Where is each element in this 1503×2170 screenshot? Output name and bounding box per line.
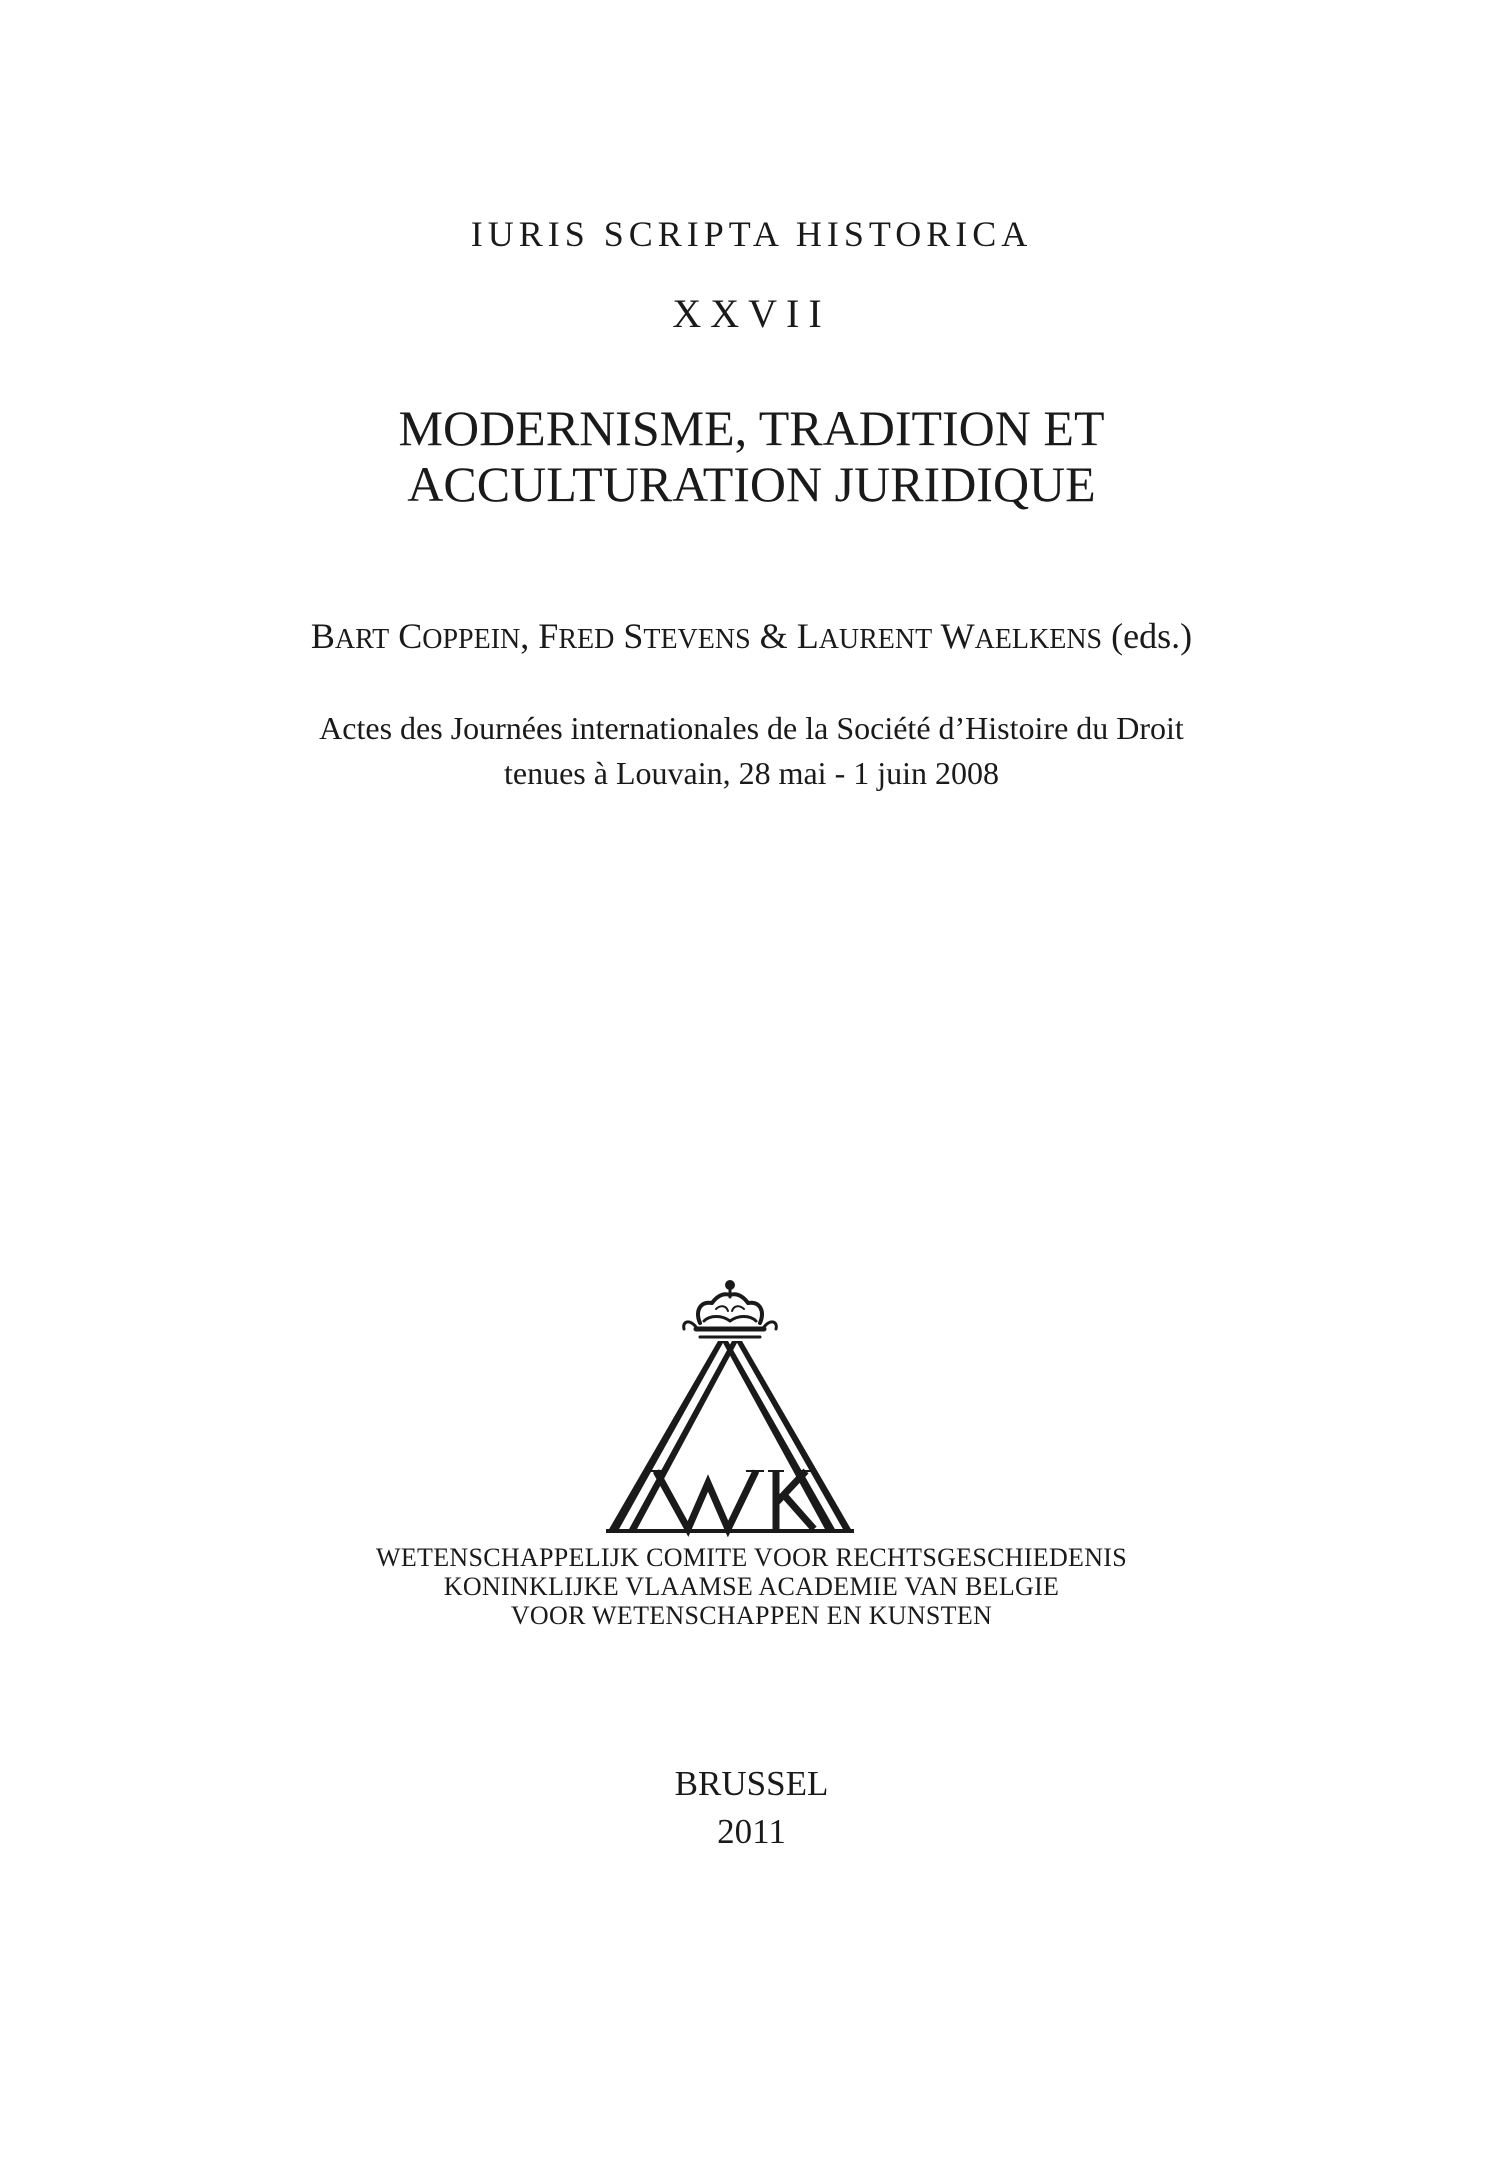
editor-3: LAURENT WAELKENS (796, 616, 1103, 656)
committee-line-3: VOOR WETENSCHAPPEN EN KUNSTEN (510, 1601, 993, 1630)
imprint-city: BRUSSEL (674, 1764, 829, 1803)
series-name: IURIS SCRIPTA HISTORICA (470, 214, 1033, 254)
crowned-awk-monogram-icon (600, 1275, 860, 1537)
editors-suffix: (eds.) (1102, 616, 1193, 656)
book-title-line-2: ACCULTURATION JURIDIQUE (407, 456, 1096, 512)
editors: BART COPPEIN, FRED STEVENS & LAURENT WAELKENS (eds.) (310, 616, 1193, 656)
committee-line-1: WETENSCHAPPELIJK COMITE VOOR RECHTSGESCHIEDENIS (375, 1543, 1128, 1572)
proceedings-line-2: tenues à Louvain, 28 mai - 1 juin 2008 (503, 755, 999, 791)
book-title (0, 400, 1503, 512)
book-title-line-1: MODERNISME, TRADITION ET (398, 400, 1105, 456)
proceedings-line-1: Actes des Journées internationales de la Société d’Histoire du Droit (319, 710, 1184, 746)
imprint-year: 2011 (717, 1812, 786, 1851)
series-volume: XXVII (672, 291, 831, 336)
editor-2: FRED STEVENS (538, 616, 751, 656)
committee-block (0, 1543, 1503, 1630)
proceedings-note (0, 706, 1503, 796)
editor-1: BART COPPEIN (310, 616, 521, 656)
committee-line-2: KONINKLIJKE VLAAMSE ACADEMIE VAN BELGIE (443, 1572, 1060, 1601)
imprint (0, 1760, 1503, 1856)
